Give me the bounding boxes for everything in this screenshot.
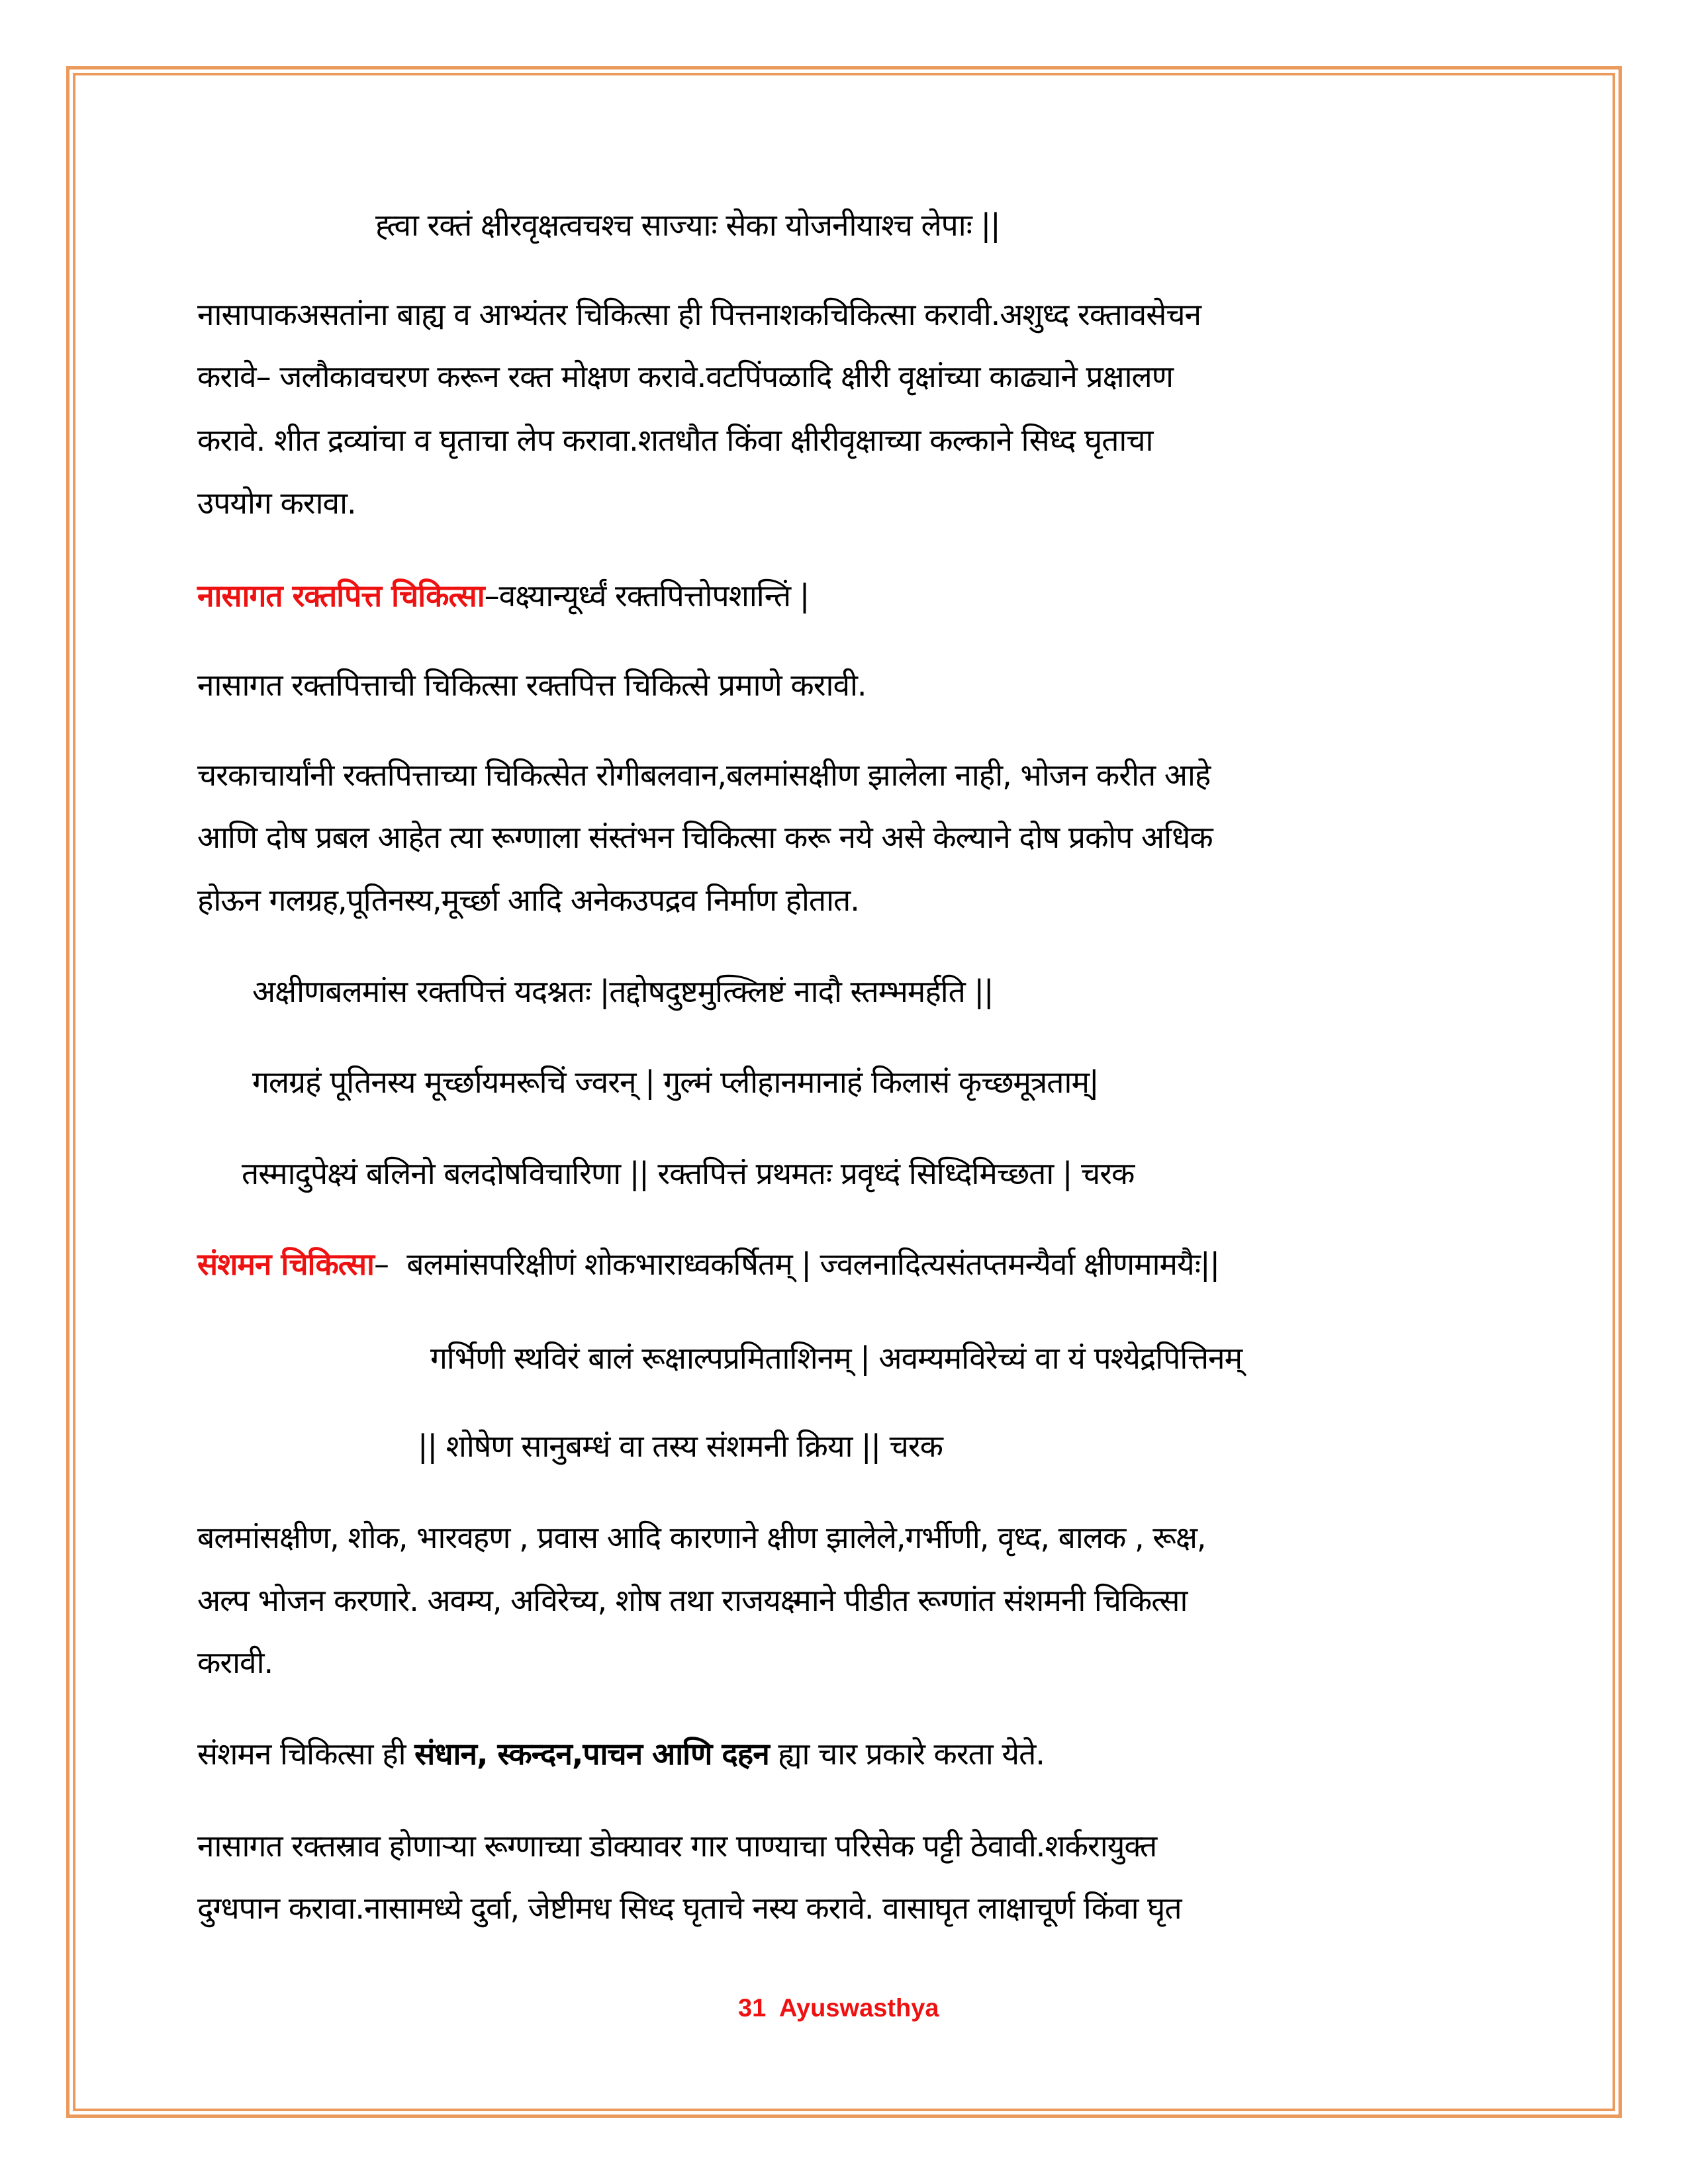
para1-line: उपयोग करावा. [197, 485, 356, 521]
para5 [197, 1734, 1045, 1774]
para6-line: नासागत रक्तस्राव होणाऱ्या रूग्णाच्या डोक्यावर गार पाण्याचा परिसेक पट्टी ठेवावी.शर्करायुक्त [197, 1828, 1157, 1864]
page-footer [738, 1995, 939, 2023]
para5-text-end: ह्या चार प्रकारे करता येते. [769, 1736, 1045, 1772]
para4-line: करावी. [197, 1645, 273, 1680]
para1-line: करावे. शीत द्रव्यांचा व घृताचा लेप करावा.शतधौत किंवा क्षीरीवृक्षाच्या कल्काने सिध्द घृताचा [197, 422, 1153, 458]
section2-heading-line [197, 1244, 1219, 1284]
para3-line: चरकाचार्यांनी रक्तपित्ताच्या चिकित्सेत रोगीबलवान,बलमांसक्षीण झालेला नाही, भोजन करीत आहे [197, 757, 1211, 793]
footer-title: Ayuswasthya [779, 1994, 939, 2023]
section1-heading-line [197, 576, 809, 615]
para5-bold-text: संधान, स्कन्दन,पाचन आणि दहन [414, 1736, 769, 1772]
verse-line: || शोषेण सानुबम्धं वा तस्य संशमनी क्रिया || चरक [418, 1428, 943, 1464]
verse-line: गलग्रहं पूतिनस्य मूर्च्छायमरूचिं ज्वरन् | गुल्मं प्लीहानमानाहं किलासं कृच्छमूत्रताम्| [252, 1064, 1099, 1100]
section1-heading: नासागत रक्तपित्त चिकित्सा [197, 578, 485, 614]
section1-dash: – [484, 578, 499, 614]
para5-text: संशमन चिकित्सा ही [197, 1736, 415, 1772]
verse-line: गर्भिणी स्थविरं बालं रूक्षाल्पप्रमिताशिनम् | अवम्यमविरेच्यं वा यं पश्येद्रपित्तिनम् [430, 1340, 1243, 1376]
para3-line: आणि दोष प्रबल आहेत त्या रूग्णाला संस्तंभन चिकित्सा करू नये असे केल्याने दोष प्रकोप अधिक [197, 819, 1213, 855]
para2: नासागत रक्तपित्ताची चिकित्सा रक्तपित्त चिकित्से प्रमाणे करावी. [197, 667, 867, 703]
verse-line: अक्षीणबलमांस रक्तपित्तं यदश्नतः |तद्दोषदुष्टमुत्क्लिष्टं नादौ स्तम्भमर्हति || [252, 974, 994, 1009]
section1-verse: वक्ष्यान्यूर्ध्वं रक्तपित्तोपशान्तिं | [498, 578, 810, 614]
section2-dash: – [373, 1246, 389, 1282]
para4-line: बलमांसक्षीण, शोक, भारवहण , प्रवास आदि कारणाने क्षीण झालेले,गर्भीणी, वृध्द, बालक , रूक्ष, [197, 1520, 1206, 1555]
verse-top: ह्त्वा रक्तं क्षीरवृक्षत्वचश्च साज्याः सेका योजनीयाश्च लेपाः || [375, 207, 1000, 243]
para4-line: अल्प भोजन करणारे. अवम्य, अविरेच्य, शोष तथा राजयक्ष्माने पीडीत रूग्णांत संशमनी चिकित्सा [197, 1582, 1188, 1618]
para3-line: होऊन गलग्रह,पूतिनस्य,मूर्च्छा आदि अनेकउपद्रव निर्माण होतात. [197, 882, 859, 918]
para1-line: करावे– जलौकावचरण करून रक्त मोक्षण करावे.वटपिंपळादि क्षीरी वृक्षांच्या काढ्याने प्रक्षालण [197, 359, 1173, 394]
page-number: 31 [738, 1994, 767, 2023]
para6-line: दुग्धपान करावा.नासामध्ये दुर्वा, जेष्टीमध सिध्द घृताचे नस्य करावे. वासाघृत लाक्षाचूर्ण किंवा घृत [197, 1890, 1182, 1926]
section2-verse: बलमांसपरिक्षीणं शोकभाराध्वकर्षितम् | ज्वलनादित्यसंतप्तमन्यैर्वा क्षीणमामयैः|| [388, 1246, 1219, 1282]
para1-line: नासापाकअसतांना बाह्य व आभ्यंतर चिकित्सा ही पित्तनाशकचिकित्सा करावी.अशुध्द रक्तावसेचन [197, 296, 1201, 332]
section2-heading: संशमन चिकित्सा [197, 1246, 374, 1282]
verse-line: तस्मादुपेक्ष्यं बलिनो बलदोषविचारिणा || रक्तपित्तं प्रथमतः प्रवृध्दं सिध्दिमिच्छता | चरक [242, 1156, 1135, 1191]
